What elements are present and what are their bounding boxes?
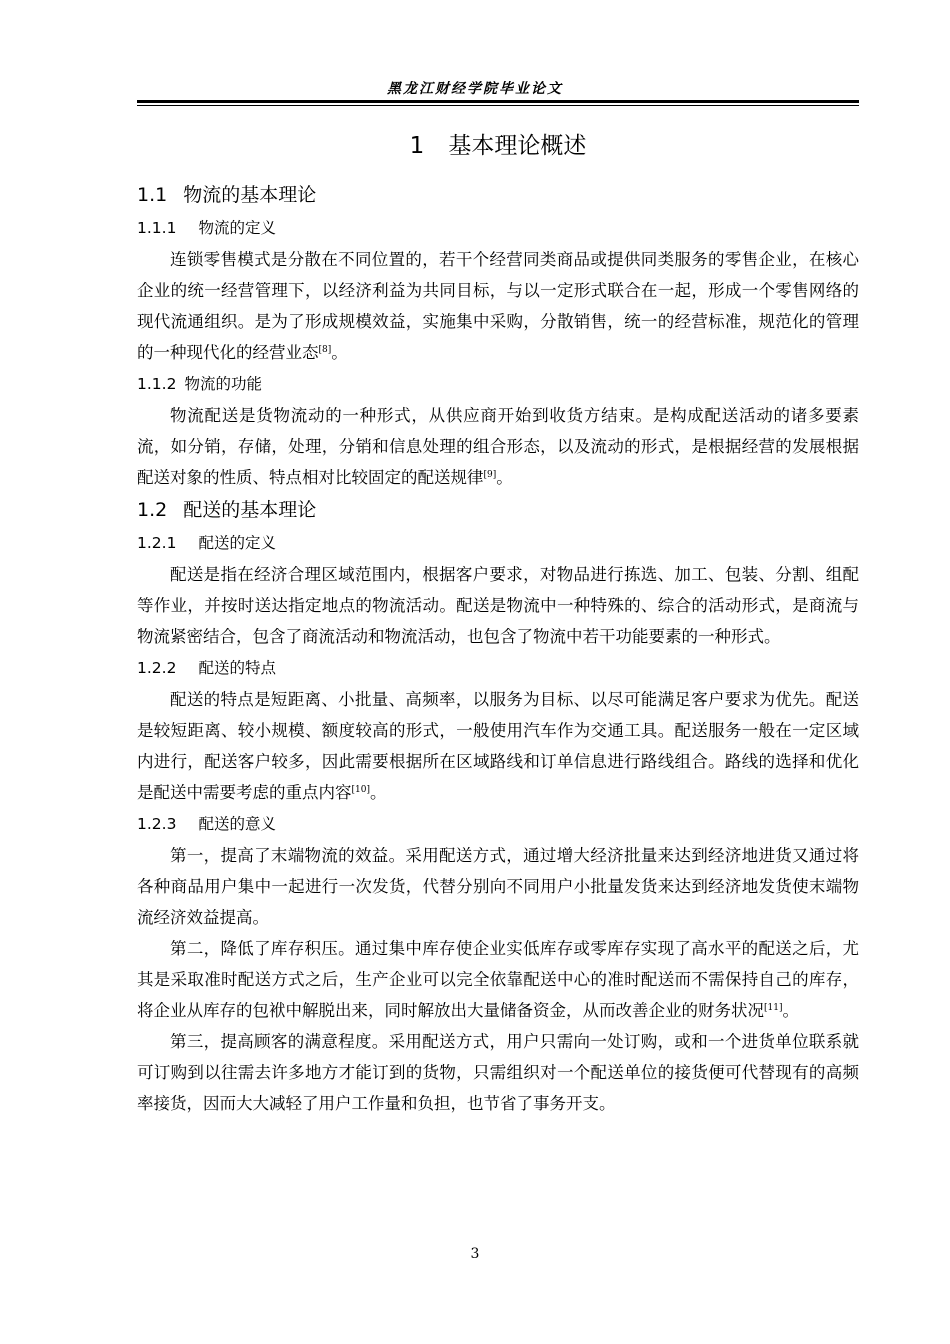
subsection-title: 配送的定义 (198, 534, 276, 552)
paragraph-end: 。 (369, 783, 387, 802)
paragraph-text: 连锁零售模式是分散在不同位置的，若干个经营同类商品或提供同类服务的零售企业，在核心企业的统一经营管理下，以经济利益为共同目标，与以一定形式联合在一起，形成一个零售网络的现代流通组织。是为了形成规模效益，实施集中采购，分散销售，统一的经营标准，规范化的管理的一种现代化的经营业态 (137, 250, 859, 362)
paragraph-1-1-1 (137, 244, 859, 368)
paragraph-end: 。 (331, 343, 348, 362)
paragraph-text: 第二，降低了库存积压。通过集中库存使企业实低库存或零库存实现了高水平的配送之后，尤其是采取准时配送方式之后，生产企业可以完全依靠配送中心的准时配送而不需保持自己的库存，将企业从库存的包袱中解脱出来，同时解放出大量储备资金，从而改善企业的财务状况 (137, 939, 859, 1020)
paragraph-1-2-1: 配送是指在经济合理区域范围内，根据客户要求，对物品进行拣选、加工、包装、分割、组配等作业，并按时送达指定地点的物流活动。配送是物流中一种特殊的、综合的活动形式，是商流与物流紧密结合，包含了商流活动和物流活动，也包含了物流中若干功能要素的一种形式。 (137, 565, 859, 646)
paragraph-text: 配送的特点是短距离、小批量、高频率，以服务为目标、以尽可能满足客户要求为优先。配送是较短距离、较小规模、额度较高的形式，一般使用汽车作为交通工具。配送服务一般在一定区域内进行，配送客户较多，因此需要根据所在区域路线和订单信息进行路线组合。路线的选择和优化是配送中需要考虑的重点内容 (137, 690, 859, 802)
chapter-title (137, 126, 859, 166)
section-title: 配送的基本理论 (183, 499, 317, 521)
subsection-heading-1-1-1 (137, 212, 859, 244)
paragraph-1-2-2 (137, 684, 859, 808)
paragraph-end: 。 (496, 468, 513, 487)
subsection-heading-1-2-3 (137, 808, 859, 840)
subsection-title: 物流的功能 (184, 375, 262, 393)
subsection-number: 1.2.3 (137, 815, 177, 833)
paragraph-end: 。 (782, 1001, 799, 1020)
page-number: 3 (470, 1246, 480, 1262)
subsection-title: 配送的特点 (198, 659, 276, 677)
subsection-number: 1.2.2 (137, 659, 177, 677)
citation: [11] (764, 1003, 783, 1013)
subsection-title: 物流的定义 (198, 219, 276, 237)
subsection-number: 1.1.2 (137, 375, 177, 393)
running-header: 黑龙江财经学院毕业论文 (387, 81, 563, 97)
paragraph-1-2-3-third: 第三，提高顾客的满意程度。采用配送方式，用户只需向一处订购，或和一个进货单位联系就可订购到以往需去许多地方才能订到的货物，只需组织对一个配送单位的接货便可代替现有的高频率接货，因而大大减轻了用户工作量和负担，也节省了事务开支。 (137, 1032, 859, 1113)
page-content (137, 126, 859, 1119)
paragraph-text: 物流配送是货物流动的一种形式，从供应商开始到收货方结束。是构成配送活动的诸多要素流，如分销，存储，处理，分销和信息处理的组合形态，以及流动的形式，是根据经营的发展根据配送对象的性质、特点相对比较固定的配送规律 (137, 406, 859, 487)
citation: [8] (318, 345, 332, 355)
paragraph-1-1-2 (137, 400, 859, 493)
chapter-number: 1 (409, 133, 425, 159)
header-rule-thin (137, 105, 859, 106)
subsection-heading-1-1-2 (137, 368, 859, 400)
citation: [10] (351, 785, 370, 795)
section-heading-1-1 (137, 178, 859, 212)
section-number: 1.1 (137, 184, 168, 206)
chapter-title-text: 基本理论概述 (448, 133, 587, 159)
subsection-number: 1.1.1 (137, 219, 177, 237)
subsection-heading-1-2-1 (137, 527, 859, 559)
subsection-number: 1.2.1 (137, 534, 177, 552)
subsection-title: 配送的意义 (198, 815, 276, 833)
citation: [9] (483, 470, 497, 480)
paragraph-1-2-3-first: 第一，提高了末端物流的效益。采用配送方式，通过增大经济批量来达到经济地进货又通过将各种商品用户集中一起进行一次发货，代替分别向不同用户小批量发货来达到经济地发货使末端物流经济效益提高。 (137, 846, 859, 927)
section-heading-1-2 (137, 493, 859, 527)
header-rule-thick (137, 100, 859, 103)
subsection-heading-1-2-2 (137, 652, 859, 684)
paragraph-1-2-3-second (137, 933, 859, 1026)
section-number: 1.2 (137, 499, 168, 521)
section-title: 物流的基本理论 (183, 184, 317, 206)
